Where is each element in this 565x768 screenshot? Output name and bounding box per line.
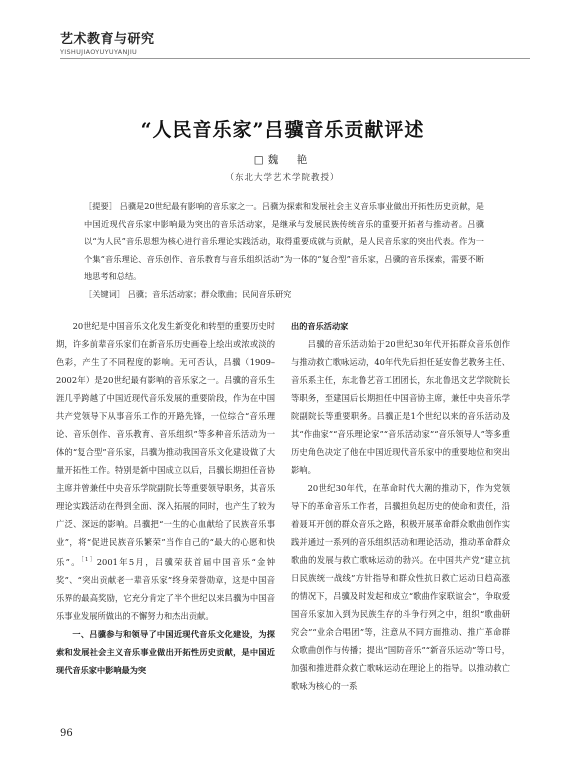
journal-subtitle: YISHUJIAOYUYUYANJIU [60, 48, 138, 56]
abstract [84, 198, 484, 286]
section-heading: 一、吕骥参与和领导了中国近现代音乐文化建设，为探索和发展社会主义音乐事业做出开拓性历史贡献，是中国近现代音乐家中影响最为突 [56, 628, 275, 675]
abstract-text: 吕骥是20世纪最有影响的音乐家之一。吕骥为探索和发展社会主义音乐事业做出开拓性历史贡献，是中国近现代音乐家中影响最为突出的音乐活动家，是继承与发展民族传统音乐的重要开拓者与推动者。吕骥以“为人民”音乐思想为核心进行音乐理论实践活动，取得重要成就与贡献，是人民音乐家的突出代表。作为一个集“音乐理论、音乐创作、音乐教育与音乐组织活动”为一体的“复合型”音乐家，吕骥的音乐探索，需要不断地思考和总结。 [84, 201, 484, 281]
body-paragraph [56, 317, 275, 625]
abstract-tag: ［提要］ [84, 201, 117, 211]
citation-marker: ［1］ [80, 557, 97, 563]
article-author: □魏 艳 [253, 154, 312, 166]
paragraph-text: 20世纪是中国音乐文化发生新变化和转型的重要历史时期，许多前辈音乐家们在新音乐历史画卷上绘出或浓或淡的色彩，产生了不同程度的影响。无可否认，吕骥（1909–2002年）是20世纪最有影响的音乐家之一。吕骥的音乐生涯几乎跨越了中国近现代音乐发展的重要阶段，作为在中国共产党领导下从事音乐工作的开路先锋，一位综合“音乐理论、音乐创作、音乐教育、音乐组织”等多种音乐活动为一体的“复合型”音乐家，吕骥为推动我国音乐文化建设做了大量开拓性工作。特别是新中国成立以后，吕骥长期担任音协主席并曾兼任中央音乐学院副院长等重要领导职务，其音乐理论实践活动在得到全面、深入拓展的同时，也产生了较为广泛、深远的影响。吕骥把“一生的心血献给了民族音乐事业”，将“促进民族音乐繁荣”当作自己的“最大的心愿和快乐”。 [56, 321, 275, 567]
body-column-right [291, 317, 510, 695]
journal-header [60, 28, 155, 56]
paragraph-text-cont: 2001年5月，吕骥荣获首届中国音乐“金钟奖”、“突出贡献老一辈音乐家”终身荣誉勋章，这是中国音乐界的最高奖励，它充分肯定了半个世纪以来吕骥为中国音乐事业发展所做出的不懈努力和杰出贡献。 [56, 556, 275, 621]
keywords [84, 286, 484, 303]
keywords-text: 吕骥；音乐活动家；群众歌曲；民间音乐研究 [127, 289, 292, 299]
body-column-left [56, 317, 275, 679]
article-title: “人民音乐家”吕骥音乐贡献评述 [140, 119, 425, 141]
header-divider [60, 58, 530, 59]
body-paragraph: 20世纪30年代，在革命时代大潮的推动下，作为党领导下的革命音乐工作者，吕骥担负起历史的使命和责任，沿着聂耳开创的群众音乐之路，积极开展革命群众歌曲创作实践并通过一系列的音乐组织活动和理论活动，推动革命群众歌曲的发展与救亡歌咏运动的勃兴。在中国共产党“建立抗日民族统一战线”方针指导和群众性抗日救亡运动日趋高涨的情况下，吕骥及时发起和成立“歌曲作家联谊会”，争取爱国音乐家加入到为民族生存的斗争行列之中，组织“歌曲研究会”“业余合唱团”等，注意从不同方面推动、推广革命群众歌曲创作与传播；提出“国防音乐”“新音乐运动”等口号，加强和推进群众救亡歌咏运动在理论上的指导。以推动救亡歌咏为核心的一系 [291, 483, 510, 691]
body-paragraph: 吕骥的音乐活动始于20世纪30年代开拓群众音乐创作与推动救亡歌咏运动，40年代先后担任延安鲁艺教务主任、音乐系主任，东北鲁艺音工团团长，东北鲁迅文艺学院院长等职务，至建国后长期担任中国音协主席，兼任中央音乐学院副院长等重要职务。吕骥正是1个世纪以来的音乐活动及其“作曲家”“音乐理论家”“音乐活动家”“音乐领导人”等多重历史角色决定了他在中国近现代音乐家中的重要地位和突出影响。 [291, 339, 510, 475]
keywords-tag: ［关键词］ [84, 289, 125, 299]
section-heading-continued: 出的音乐活动家 [291, 321, 349, 331]
journal-title: 艺术教育与研究 [60, 32, 155, 47]
author-affiliation: （东北大学艺术学院教授） [225, 173, 340, 183]
page-number: 96 [60, 728, 73, 739]
